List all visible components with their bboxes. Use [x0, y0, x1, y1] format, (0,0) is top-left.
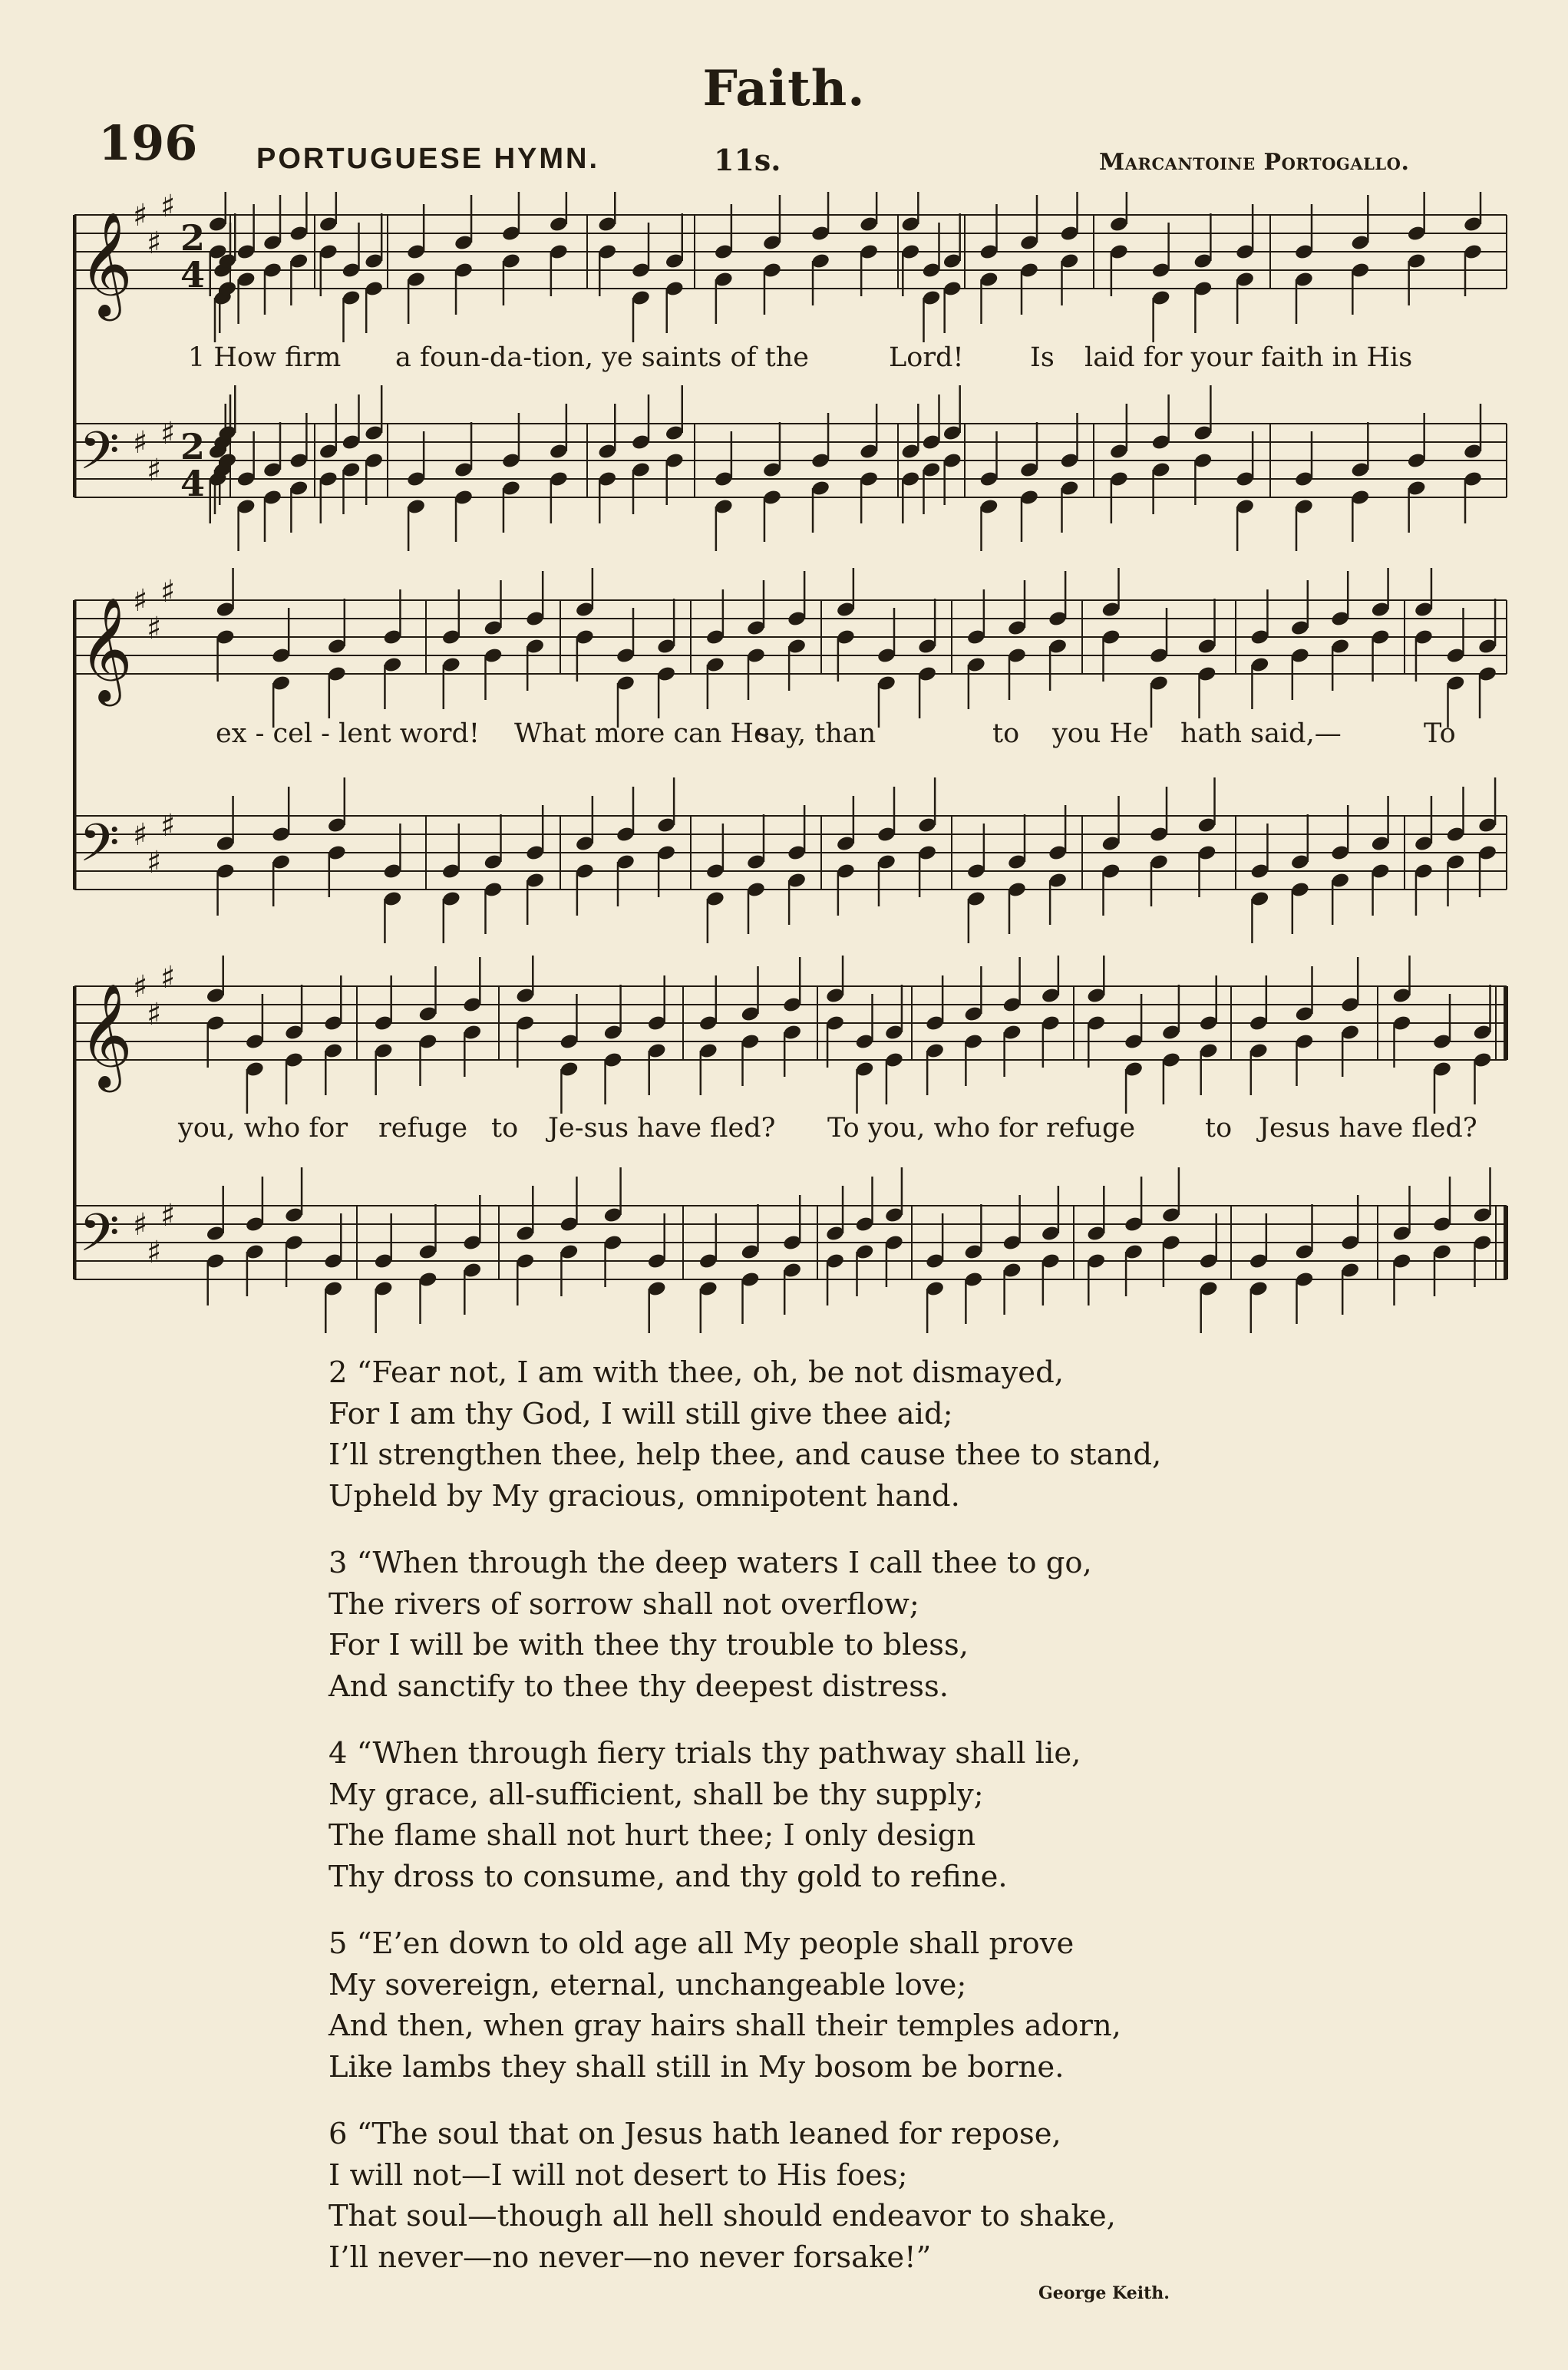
lyric-syllable: hath said,—: [1180, 718, 1342, 749]
sharp-icon: ♯: [133, 583, 148, 619]
sharp-icon: ♯: [133, 817, 148, 853]
stanza-line: The rivers of sorrow shall not overflow;: [328, 1586, 919, 1622]
stanza-line: I’ll strengthen thee, help thee, and cause thee to stand,: [328, 1438, 1162, 1472]
score-system-2: [73, 568, 1508, 944]
lyric-syllable: refuge: [378, 1113, 468, 1144]
sharp-icon: ♯: [147, 845, 162, 880]
lyric-syllable: ex - cel - lent word!: [216, 718, 480, 749]
lyric-syllable: you, who for: [178, 1113, 348, 1144]
stanza-6: [328, 2114, 1326, 2278]
lyric-syllable: Jesus have fled?: [1259, 1113, 1477, 1144]
lyric-syllable: a foun-da-tion, ye saints of the: [395, 342, 809, 373]
sharp-icon: ♯: [147, 226, 162, 261]
music-system-1: [73, 192, 1508, 553]
composer-credit: Marcantoine Portogallo.: [1099, 149, 1410, 176]
stanza-2: [328, 1352, 1326, 1517]
stanza-line: 4 “When through fiery trials thy pathway shall lie,: [328, 1736, 1081, 1771]
sharp-icon: ♯: [133, 425, 148, 460]
stanza-line: For I am thy God, I will still give thee aid;: [328, 1396, 953, 1431]
stanza-line: I’ll never—no never—no never forsake!”: [328, 2240, 932, 2275]
stanza-line: 2 “Fear not, I am with thee, oh, be not dismayed,: [328, 1355, 1064, 1390]
stanza-line: And then, when gray hairs shall their temples adorn,: [328, 2009, 1121, 2043]
sharp-icon: ♯: [160, 574, 176, 609]
time-signature-digit: 4: [180, 463, 206, 504]
stanza-5: [328, 1923, 1326, 2088]
sharp-icon: ♯: [147, 1235, 162, 1270]
treble-clef-icon: 𝄞: [79, 210, 133, 316]
sharp-icon: ♯: [133, 969, 148, 1005]
time-signature-digit: 2: [180, 426, 206, 467]
stanza-4: [328, 1733, 1326, 1897]
tune-name: PORTUGUESE HYMN.: [256, 143, 600, 175]
sharp-icon: ♯: [160, 1198, 176, 1233]
bass-clef-icon: 𝄢: [79, 814, 120, 886]
page-title: Faith.: [702, 60, 866, 117]
hymn-number: 196: [98, 115, 198, 171]
stanza-block: [328, 1352, 1326, 2304]
lyric-syllable: To you, who for refuge: [827, 1113, 1136, 1144]
music-system-3: [73, 956, 1508, 1339]
music-system-2: [73, 568, 1508, 944]
sharp-icon: ♯: [133, 198, 148, 233]
time-signature-digit: 4: [180, 254, 206, 295]
lyric-syllable: say, than: [756, 718, 876, 749]
sharp-icon: ♯: [160, 192, 176, 224]
stanza-line: My sovereign, eternal, unchangeable love;: [328, 1967, 967, 2002]
stanza-line: Like lambs they shall still in My bosom be borne.: [328, 2049, 1065, 2084]
sharp-icon: ♯: [147, 453, 162, 488]
time-signature-digit: 2: [180, 217, 206, 259]
stanza-line: The flame shall not hurt thee; I only design: [328, 1818, 976, 1853]
stanza-line: That soul—though all hell should endeavor to shake,: [328, 2199, 1116, 2233]
lyric-syllable: What more can He: [514, 718, 770, 749]
sharp-icon: ♯: [160, 960, 176, 995]
lyric-syllable: 1 How firm: [188, 342, 342, 373]
sharp-icon: ♯: [133, 1207, 148, 1243]
meter: 11s.: [714, 143, 781, 177]
sharp-icon: ♯: [147, 611, 162, 646]
lyric-syllable: to: [491, 1113, 519, 1144]
lyric-syllable: Je-sus have fled?: [548, 1113, 776, 1144]
stanza-line: 5 “E’en down to old age all My people shall prove: [328, 1926, 1074, 1961]
lyric-syllable: to: [1205, 1113, 1233, 1144]
stanza-3: [328, 1543, 1326, 1707]
sharp-icon: ♯: [160, 416, 176, 451]
bass-clef-icon: 𝄢: [79, 421, 120, 494]
lyric-syllable: laid for your faith in His: [1084, 342, 1413, 373]
stanza-line: My grace, all-sufficient, shall be thy supply;: [328, 1777, 984, 1812]
lyric-syllable: To: [1424, 718, 1456, 749]
author-credit: George Keith.: [1038, 2283, 1170, 2303]
stanza-line: For I will be with thee thy trouble to bless,: [328, 1628, 969, 1662]
treble-clef-icon: 𝄞: [79, 596, 133, 701]
lyric-syllable: to: [992, 718, 1020, 749]
stanza-line: 6 “The soul that on Jesus hath leaned for repose,: [328, 2117, 1061, 2151]
lyric-syllable: Lord!: [889, 342, 964, 373]
stanza-line: 3 “When through the deep waters I call thee to go,: [328, 1546, 1092, 1580]
sharp-icon: ♯: [160, 808, 176, 843]
stanza-line: And sanctify to thee thy deepest distress.: [328, 1669, 949, 1704]
stanza-line: Thy dross to consume, and thy gold to refine.: [328, 1859, 1008, 1894]
treble-clef-icon: 𝄞: [79, 982, 133, 1088]
bass-clef-icon: 𝄢: [79, 1203, 120, 1276]
stanza-line: I will not—I will not desert to His foes;: [328, 2157, 908, 2193]
sharp-icon: ♯: [147, 997, 162, 1032]
lyric-syllable: Is: [1030, 342, 1055, 373]
score-system-3: [73, 956, 1508, 1339]
lyric-syllable: you He: [1052, 718, 1149, 749]
stanza-line: Upheld by My gracious, omnipotent hand.: [328, 1478, 960, 1513]
